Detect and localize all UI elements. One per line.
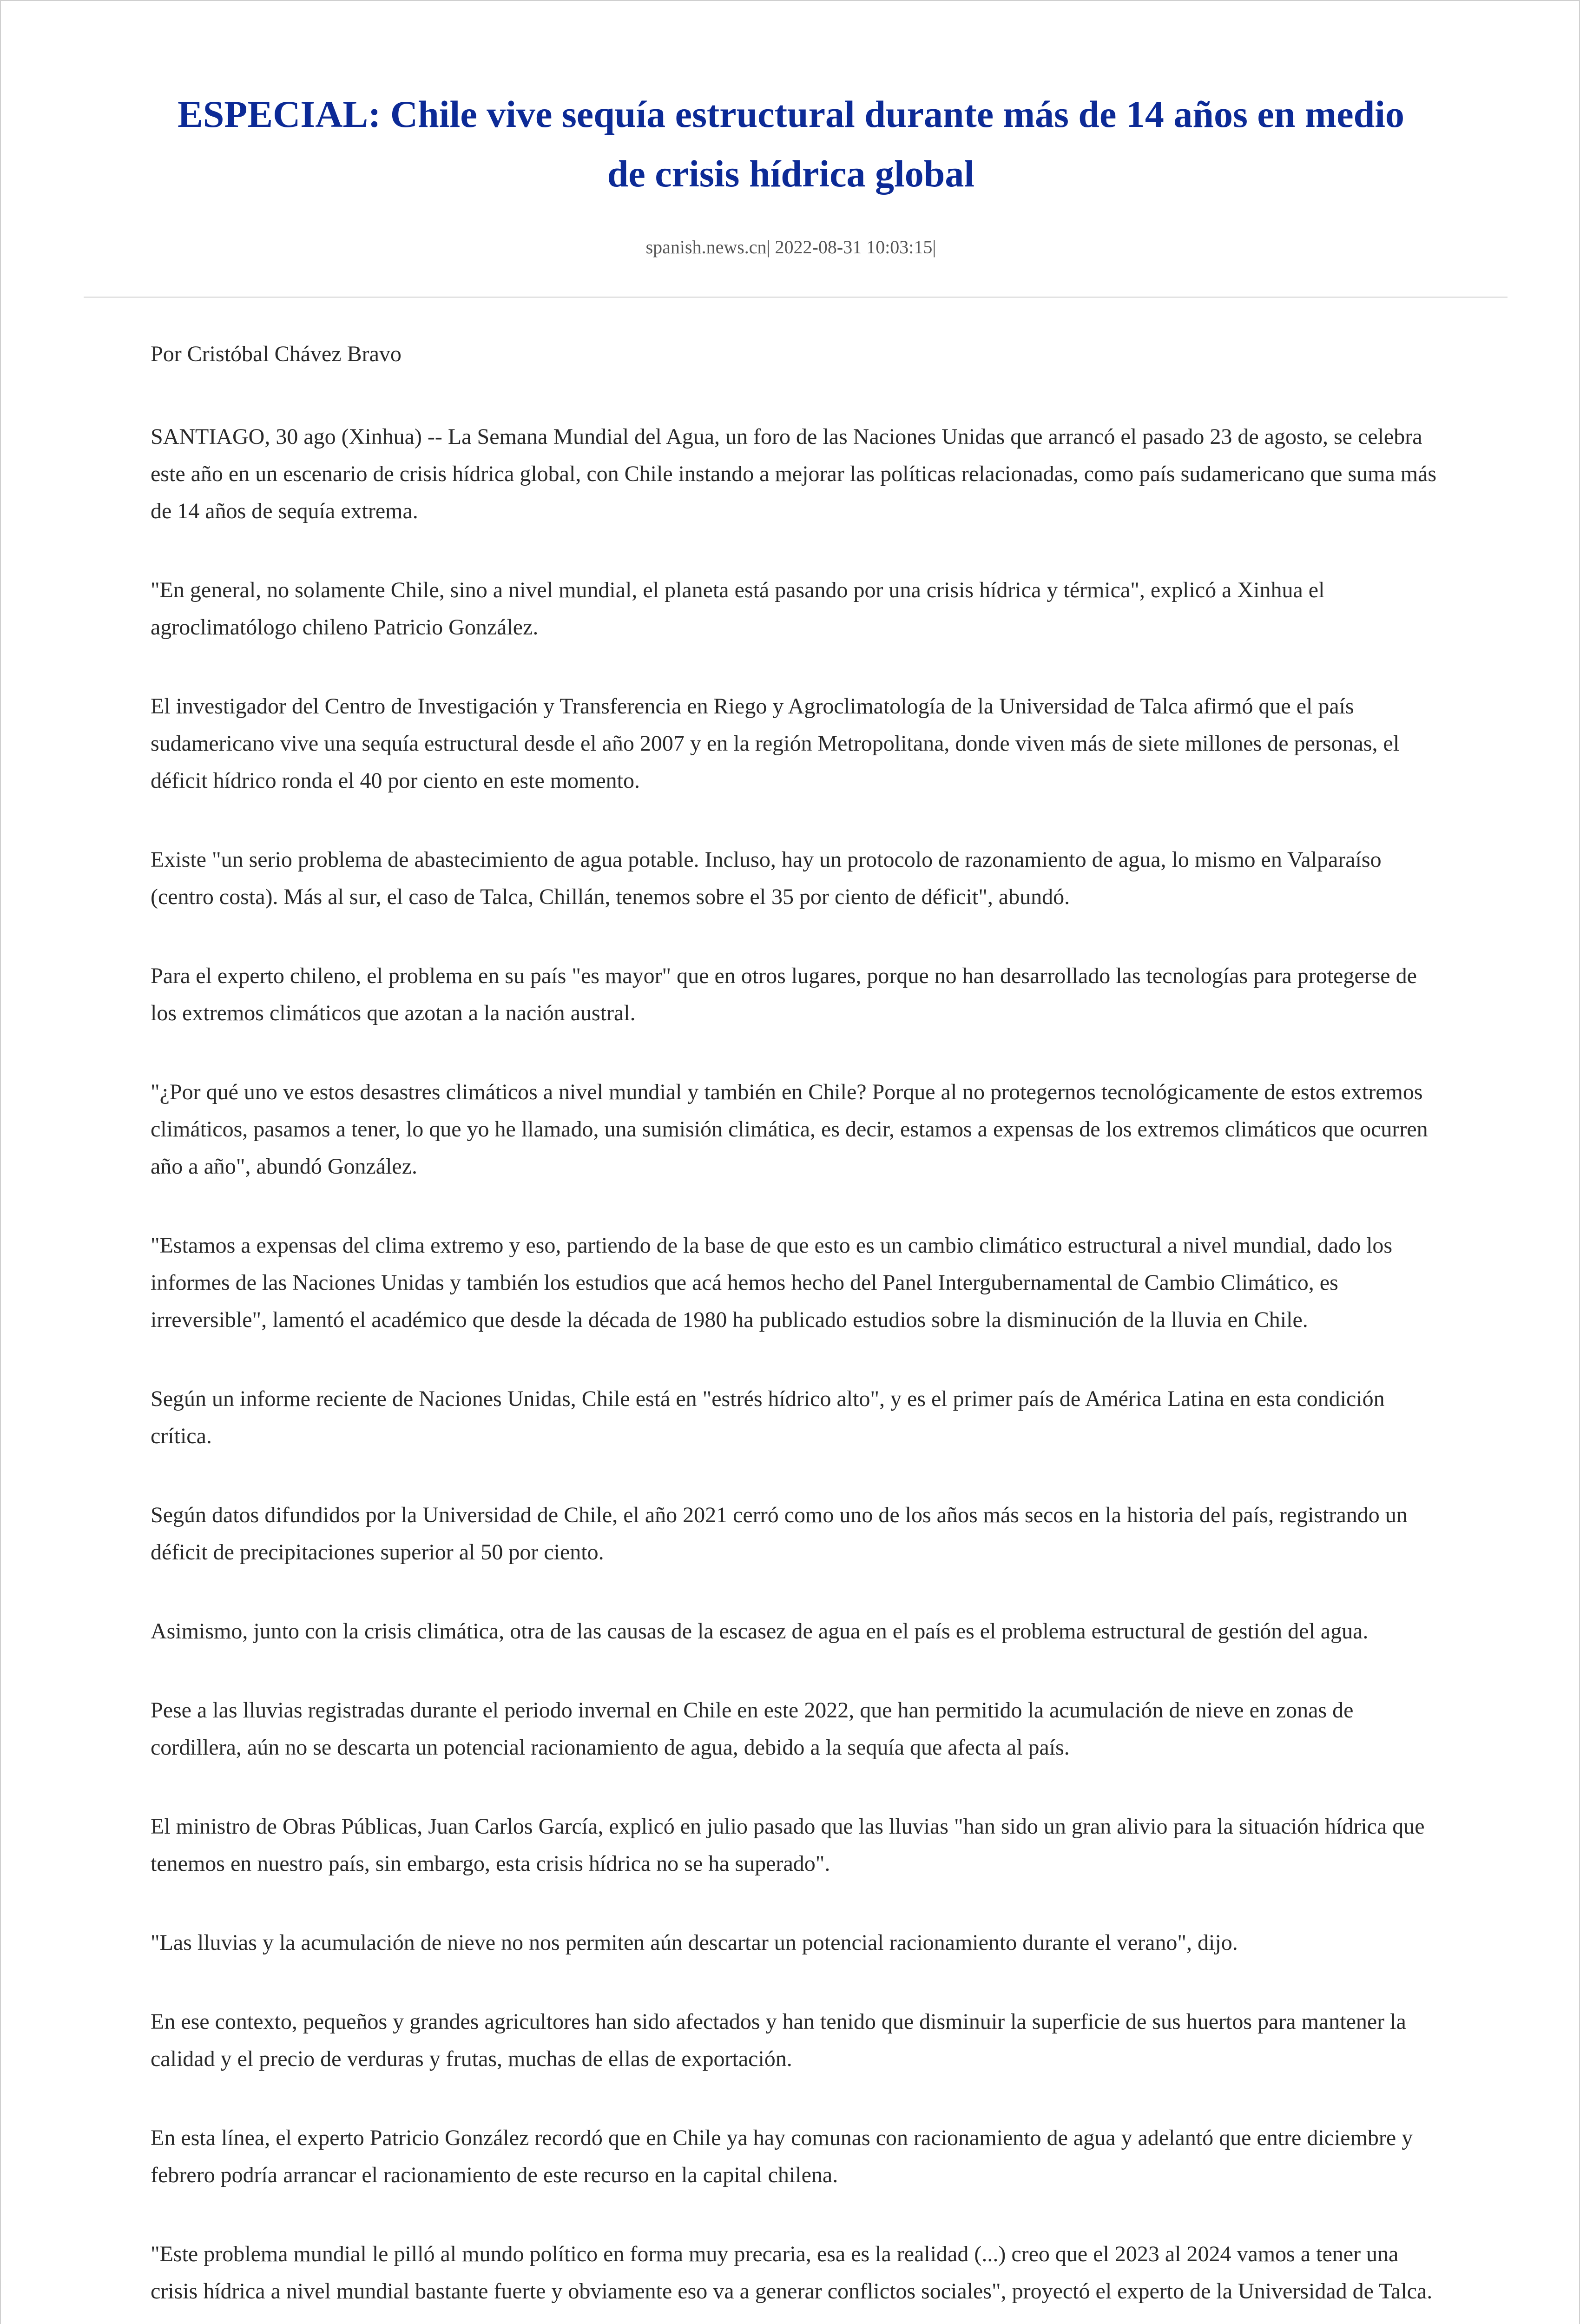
article-title: ESPECIAL: Chile vive sequía estructural durante más de 14 años en medio de crisis hídrica global — [178, 93, 1405, 195]
paragraph-15: En esta línea, el experto Patricio González recordó que en Chile ya hay comunas con racionamiento de agua y adelantó que entre diciembre y febrero podría arrancar el racionamiento de este recurso en la capital chilena. — [151, 2126, 1413, 2187]
header-divider — [84, 297, 1508, 298]
paragraph-3: El investigador del Centro de Investigación y Transferencia en Riego y Agroclimatología de la Universidad de Talca afirmó que el país sudamericano vive una sequía estructural desde el año 2007 y en la región Metropolitana, donde viven más de siete millones de personas, el déficit hídrico ronda el 40 por ciento en este momento. — [151, 694, 1400, 793]
paragraph-2: "En general, no solamente Chile, sino a nivel mundial, el planeta está pasando por una crisis hídrica y térmica", explicó a Xinhua el agroclimatólogo chileno Patricio González. — [151, 578, 1325, 640]
paragraph-13: "Las lluvias y la acumulación de nieve no nos permiten aún descartar un potencial racionamiento durante el verano", dijo. — [151, 1930, 1238, 1955]
source-link[interactable]: spanish.news.cn — [645, 237, 767, 257]
meta-trailing-separator: | — [932, 237, 936, 257]
paragraph-5: Para el experto chileno, el problema en su país "es mayor" que en otros lugares, porque no han desarrollado las tecnologías para protegerse de los extremos climáticos que azotan a la nación austral. — [151, 964, 1417, 1025]
paragraph-11: Pese a las lluvias registradas durante el periodo invernal en Chile en este 2022, que han permitido la acumulación de nieve en zonas de cordillera, aún no se descarta un potencial racionamiento de agua, debido a la sequía que afecta al país. — [151, 1698, 1354, 1760]
publish-timestamp: 2022-08-31 10:03:15 — [775, 237, 933, 257]
article-header — [85, 85, 1497, 204]
meta-separator: | — [766, 237, 770, 257]
paragraph-8: Según un informe reciente de Naciones Unidas, Chile está en "estrés hídrico alto", y es el primer país de América Latina en esta condición crítica. — [151, 1386, 1385, 1448]
paragraph-4: Existe "un serio problema de abastecimiento de agua potable. Incluso, hay un protocolo de razonamiento de agua, lo mismo en Valparaíso (centro costa). Más al sur, el caso de Talca, Chillán, tenemos sobre el 35 por ciento de déficit", abundó. — [151, 847, 1382, 909]
paragraph-10: Asimismo, junto con la crisis climática, otra de las causas de la escasez de agua en el país es el problema estructural de gestión del agua. — [151, 1619, 1369, 1644]
paragraph-9: Según datos difundidos por la Universidad de Chile, el año 2021 cerró como uno de los años más secos en la historia del país, registrando un déficit de precipitaciones superior al 50 por ciento. — [151, 1503, 1408, 1565]
byline: Por Cristóbal Chávez Bravo — [151, 342, 402, 366]
paragraph-14: En ese contexto, pequeños y grandes agricultores han sido afectados y han tenido que disminuir la superficie de sus huertos para mantener la calidad y el precio de verduras y frutas, muchas de ellas de exportación. — [151, 2009, 1406, 2071]
article-body — [151, 336, 1438, 2324]
paragraph-6: "¿Por qué uno ve estos desastres climáticos a nivel mundial y también en Chile? Porque al no protegernos tecnológicamente de estos extremos climáticos, pasamos a tener, lo que yo he llamado, una sumisión climática, es decir, estamos a expensas de los extremos climáticos que ocurren año a año", abundó González. — [151, 1080, 1428, 1179]
paragraph-16: "Este problema mundial le pilló al mundo político en forma muy precaria, esa es la realidad (...) creo que el 2023 al 2024 vamos a tener una crisis hídrica a nivel mundial bastante fuerte y obviamente eso va a generar conflictos sociales", proyectó el experto de la Universidad de Talca. — [151, 2242, 1433, 2304]
paragraph-1: SANTIAGO, 30 ago (Xinhua) -- La Semana Mundial del Agua, un foro de las Naciones Unidas que arrancó el pasado 23 de agosto, se celebra este año en un escenario de crisis hídrica global, con Chile instando a mejorar las políticas relacionadas, como país sudamericano que suma más de 14 años de sequía extrema. — [151, 424, 1437, 523]
article-meta — [85, 236, 1497, 259]
paragraph-12: El ministro de Obras Públicas, Juan Carlos García, explicó en julio pasado que las lluvias "han sido un gran alivio para la situación hídrica que tenemos en nuestro país, sin embargo, esta crisis hídrica no se ha superado". — [151, 1814, 1425, 1876]
paragraph-7: "Estamos a expensas del clima extremo y eso, partiendo de la base de que esto es un cambio climático estructural a nivel mundial, dado los informes de las Naciones Unidas y también los estudios que acá hemos hecho del Panel Intergubernamental de Cambio Climático, es irreversible", lamentó el académico que desde la década de 1980 ha publicado estudios sobre la disminución de la lluvia en Chile. — [151, 1233, 1393, 1332]
